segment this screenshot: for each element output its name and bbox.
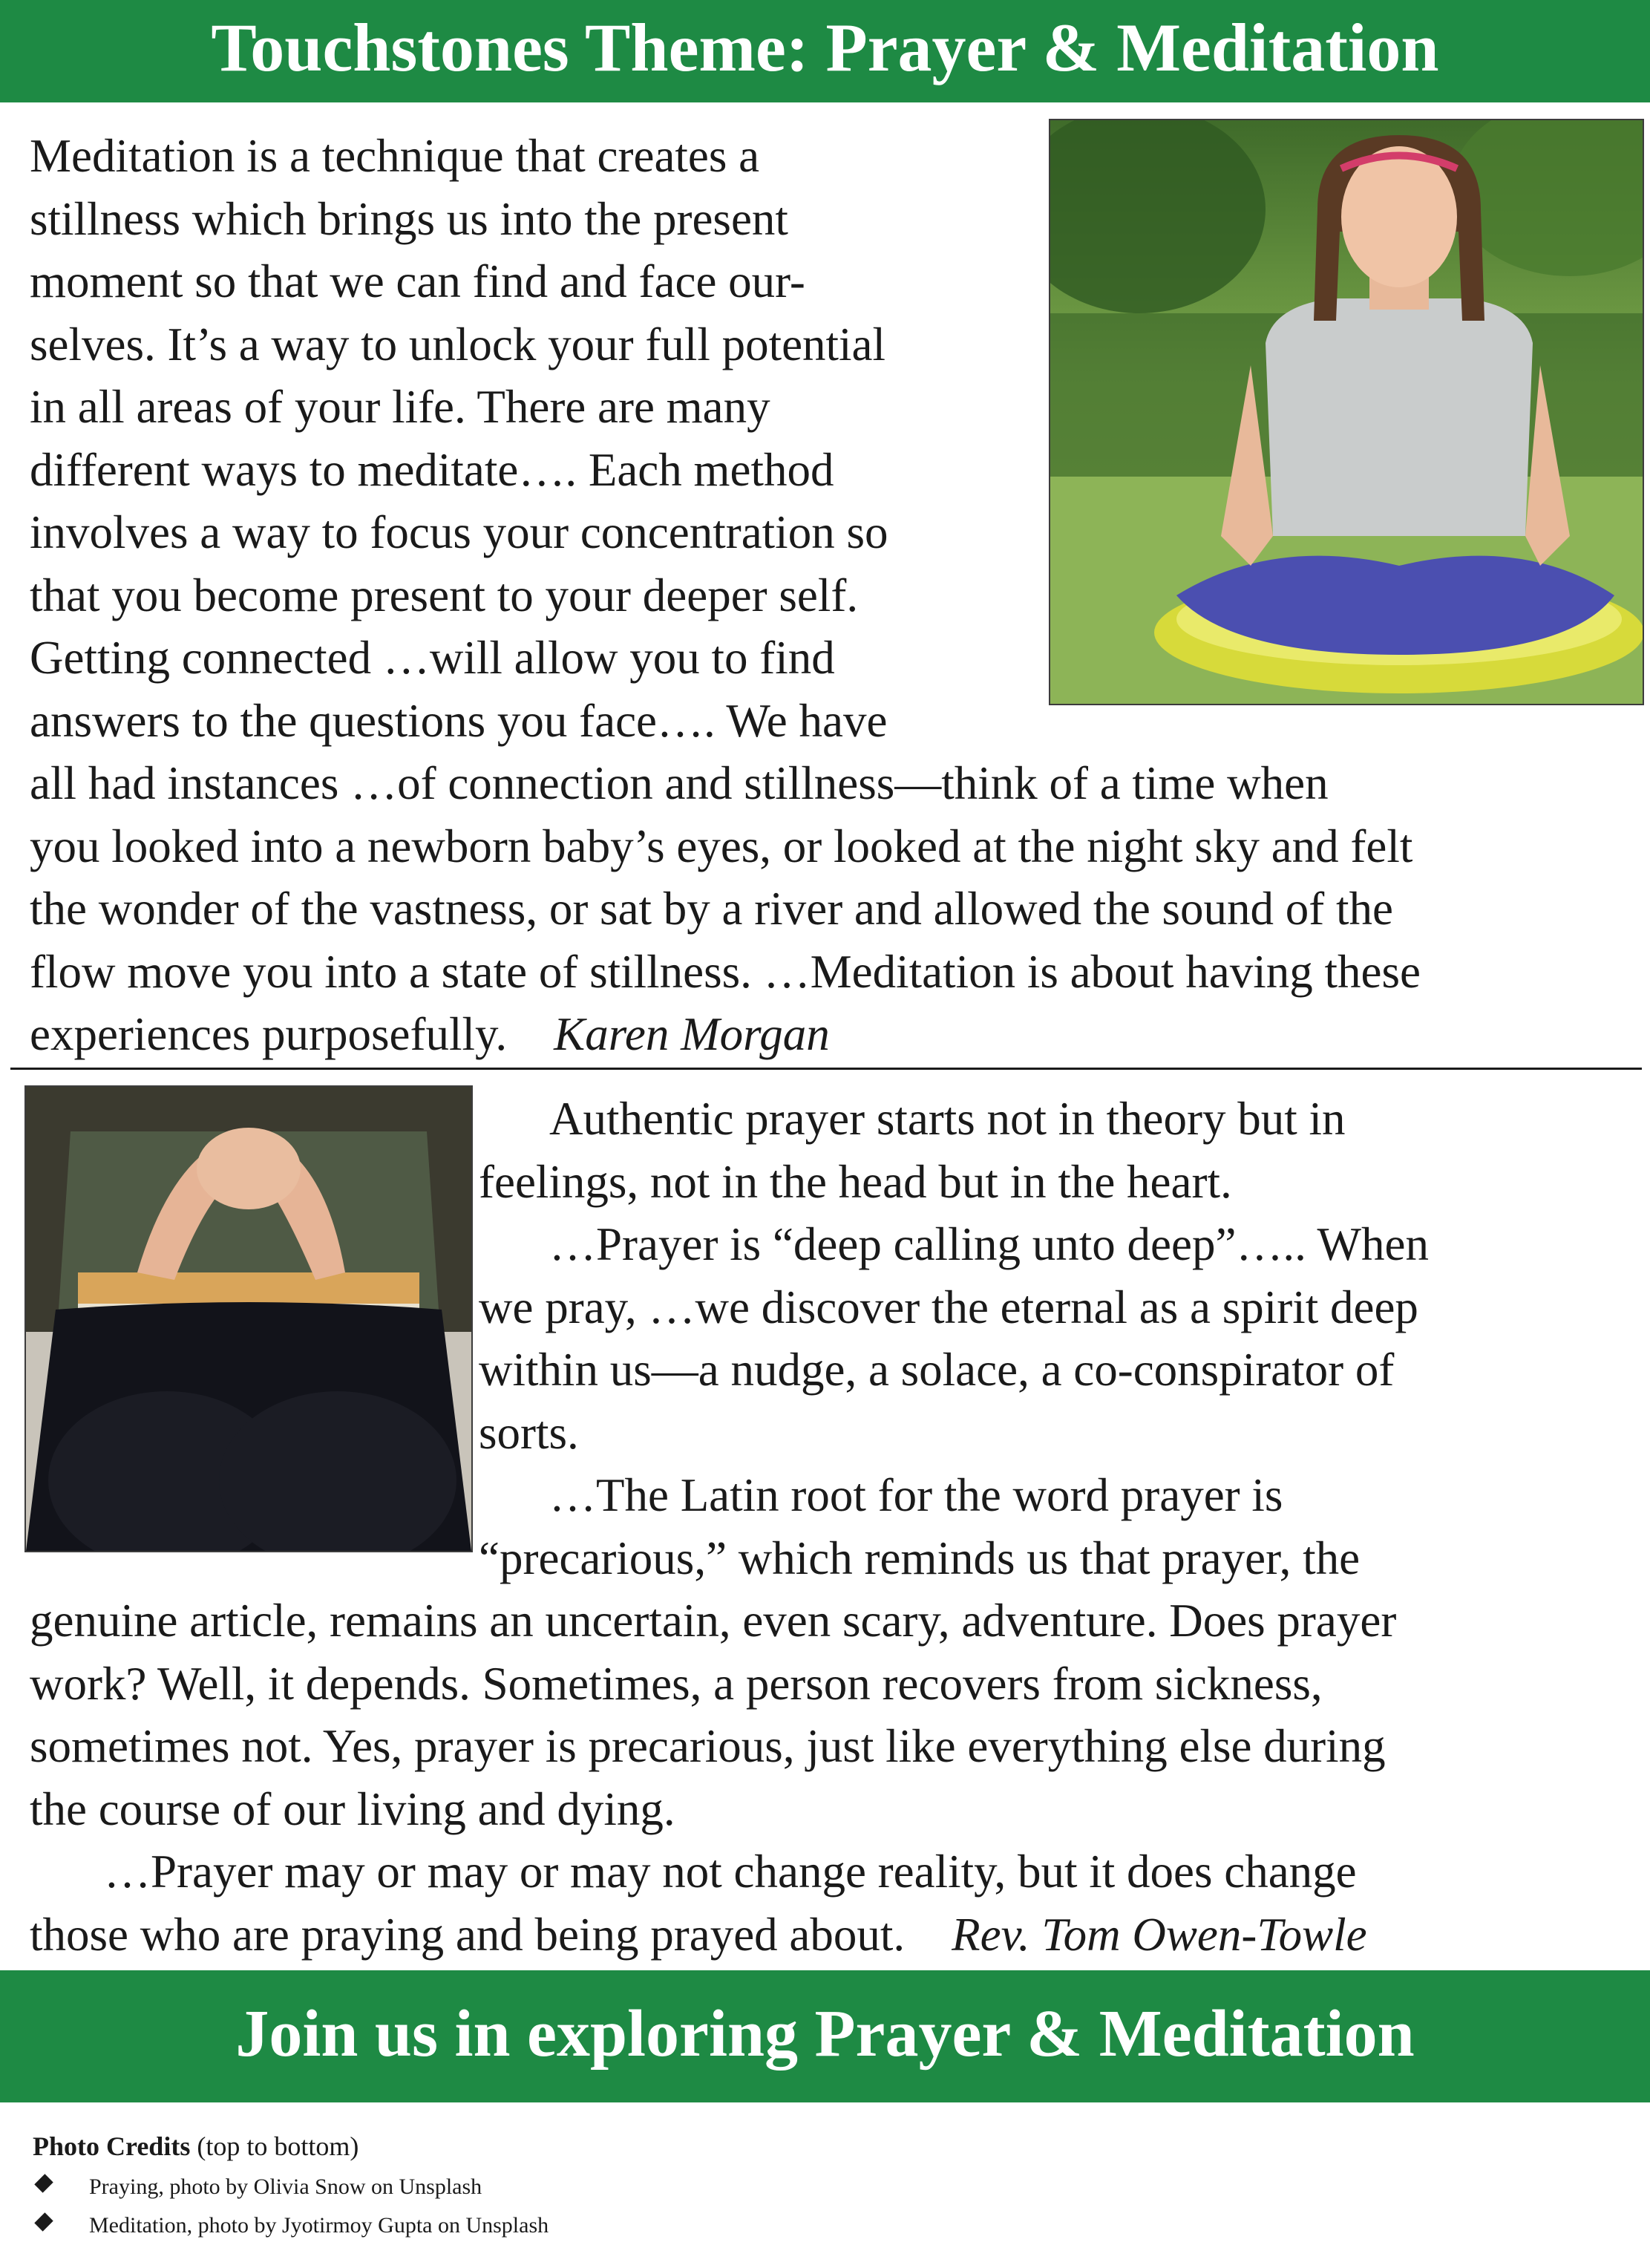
passage-line: sometimes not. Yes, prayer is precarious, just like everything else during (30, 1720, 1386, 1772)
passage-line: we pray, …we discover the eternal as a spirit deep (479, 1281, 1418, 1333)
passage-line: all had instances …of connection and stillness—think of a time when (30, 757, 1329, 809)
credits-title: Photo Credits (33, 2131, 191, 2161)
passage-line: the course of our living and dying. (30, 1782, 675, 1835)
passage-line: Authentic prayer starts not in theory but in (549, 1093, 1346, 1145)
list-item (33, 2206, 549, 2245)
passage-line: flow move you into a state of stillness. …Meditation is about having these (30, 945, 1421, 998)
passage-line: that you become present to your deeper self. (30, 569, 859, 621)
passage-line: “precarious,” which reminds us that prayer, the (479, 1532, 1361, 1584)
passage-line: Meditation is a technique that creates a (30, 130, 760, 182)
passage-line: feelings, not in the head but in the heart. (479, 1155, 1232, 1208)
invitation-banner (0, 1970, 1650, 2102)
passage-line: you looked into a newborn baby’s eyes, or looked at the night sky and felt (30, 820, 1413, 872)
theme-title-banner (0, 0, 1650, 102)
diamond-bullet-icon (33, 2174, 58, 2200)
theme-title: Touchstones Theme: Prayer & Meditation (211, 10, 1439, 85)
prayer-passage (30, 1088, 1626, 1966)
passage-line-last (30, 1903, 1626, 1967)
diamond-bullet-icon (33, 2213, 58, 2238)
passage-line: different ways to meditate…. Each method (30, 443, 834, 496)
passage-line: within us—a nudge, a solace, a co-conspirator of (479, 1344, 1395, 1396)
passage-line: genuine article, remains an uncertain, even scary, adventure. Does prayer (30, 1595, 1397, 1647)
passage-line: selves. It’s a way to unlock your full potential (30, 318, 886, 370)
passage-line: sorts. (479, 1406, 579, 1459)
passage-line: the wonder of the vastness, or sat by a river and allowed the sound of the (30, 883, 1393, 935)
credits-subtitle: (top to bottom) (197, 2131, 359, 2161)
passage-line: …The Latin root for the word prayer is (549, 1469, 1283, 1521)
passage-line: …Prayer is “deep calling unto deep”….. When (549, 1218, 1429, 1270)
passage-line: moment so that we can find and face our- (30, 255, 805, 307)
credits-list (33, 2168, 549, 2245)
passage-text: those who are praying and being prayed about. (30, 1908, 906, 1961)
credits-heading (33, 2128, 549, 2165)
passage-line: in all areas of your life. There are many (30, 381, 770, 433)
passage-line: work? Well, it depends. Sometimes, a person recovers from sickness, (30, 1657, 1323, 1710)
section-divider (10, 1068, 1642, 1070)
passage-text: experiences purposefully. (30, 1008, 508, 1060)
quote-author: Karen Morgan (554, 1008, 830, 1060)
meditation-passage (30, 125, 1626, 1066)
passage-line: Getting connected …will allow you to find (30, 632, 835, 684)
passage-line: stillness which brings us into the present (30, 192, 788, 245)
photo-credits (33, 2128, 549, 2245)
credit-text: Praying, photo by Olivia Snow on Unsplash (89, 2174, 482, 2199)
list-item (33, 2168, 549, 2206)
passage-line: involves a way to focus your concentration so (30, 506, 888, 558)
credit-text: Meditation, photo by Jyotirmoy Gupta on Unsplash (89, 2213, 549, 2238)
quote-author: Rev. Tom Owen-Towle (952, 1908, 1367, 1961)
invitation-title: Join us in exploring Prayer & Meditation (235, 1997, 1415, 2071)
passage-line-last (30, 1003, 1626, 1066)
passage-line: …Prayer may or may or may not change reality, but it does change (104, 1846, 1357, 1898)
passage-line: answers to the questions you face…. We have (30, 694, 888, 747)
